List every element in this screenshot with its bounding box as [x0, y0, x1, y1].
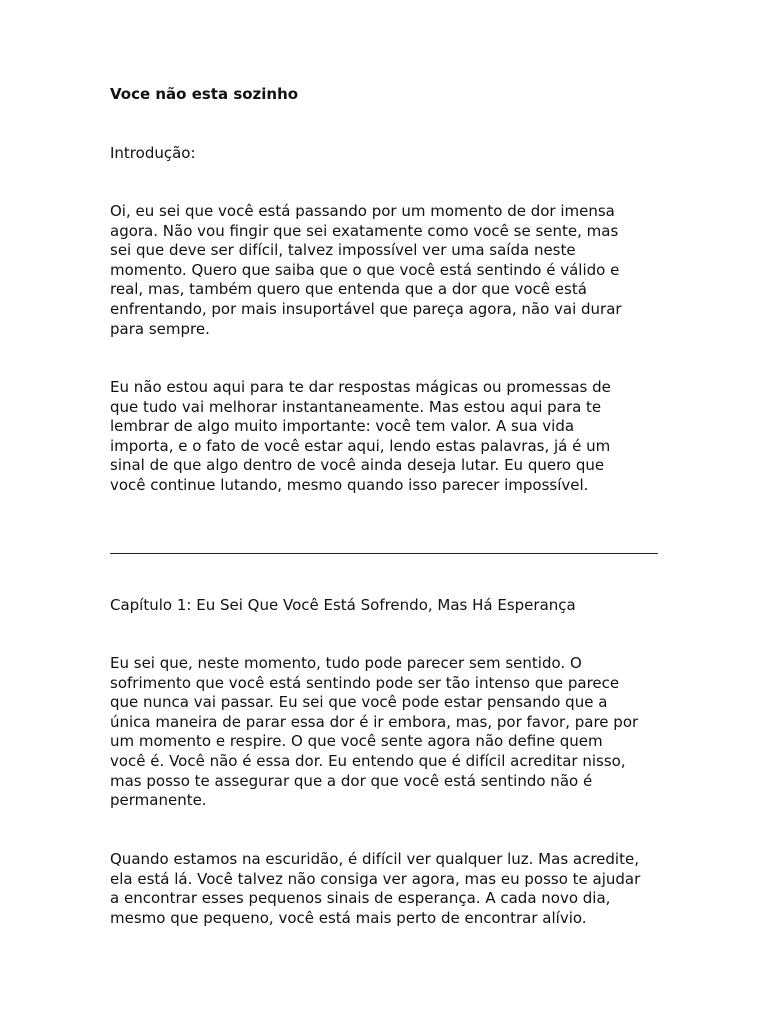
text-line: mas posso te assegurar que a dor que você está sentindo não é	[110, 771, 593, 790]
chapter-1-paragraph-1	[110, 654, 662, 811]
intro-paragraph-2	[110, 378, 662, 496]
text-line: para sempre.	[110, 319, 210, 338]
text-line: real, mas, também quero que entenda que a dor que você está	[110, 280, 587, 299]
horizontal-divider	[110, 553, 658, 554]
text-line: permanente.	[110, 791, 207, 810]
text-line: mesmo que pequeno, você está mais perto de encontrar alívio.	[110, 908, 587, 927]
text-line: você é. Você não é essa dor. Eu entendo que é difícil acreditar nisso,	[110, 751, 626, 770]
text-line: Eu sei que, neste momento, tudo pode parecer sem sentido. O	[110, 654, 582, 672]
intro-heading: Introdução:	[110, 144, 196, 162]
intro-paragraph-1	[110, 202, 662, 339]
document-title: Voce não esta sozinho	[110, 85, 299, 103]
text-line: lembrar de algo muito importante: você tem valor. A sua vida	[110, 417, 575, 436]
text-line: sei que deve ser difícil, talvez impossível ver uma saída neste	[110, 241, 576, 260]
text-line: a encontrar esses pequenos sinais de esperança. A cada novo dia,	[110, 889, 611, 908]
text-line: Eu não estou aqui para te dar respostas mágicas ou promessas de	[110, 378, 611, 396]
text-line: enfrentando, por mais insuportável que pareça agora, não vai durar	[110, 299, 622, 318]
text-line: que tudo vai melhorar instantaneamente. Mas estou aqui para te	[110, 397, 602, 416]
text-line: sofrimento que você está sentindo pode ser tão intenso que parece	[110, 673, 620, 692]
text-line: Quando estamos na escuridão, é difícil ver qualquer luz. Mas acredite,	[110, 850, 639, 868]
text-line: ela está lá. Você talvez não consiga ver agora, mas eu posso te ajudar	[110, 869, 641, 888]
text-line: momento. Quero que saiba que o que você está sentindo é válido e	[110, 260, 620, 279]
text-line: Oi, eu sei que você está passando por um momento de dor imensa	[110, 202, 615, 220]
text-line: que nunca vai passar. Eu sei que você pode estar pensando que a	[110, 693, 608, 712]
text-line: sinal de que algo dentro de você ainda deseja lutar. Eu quero que	[110, 456, 605, 475]
text-line: agora. Não vou fingir que sei exatamente como você se sente, mas	[110, 221, 619, 240]
text-line: única maneira de parar essa dor é ir embora, mas, por favor, pare por	[110, 712, 639, 731]
chapter-1-paragraph-2	[110, 850, 662, 928]
text-line: um momento e respire. O que você sente agora não define quem	[110, 732, 603, 751]
text-line: você continue lutando, mesmo quando isso parecer impossível.	[110, 475, 589, 494]
text-line: importa, e o fato de você estar aqui, lendo estas palavras, já é um	[110, 436, 611, 455]
chapter-1-heading: Capítulo 1: Eu Sei Que Você Está Sofrendo, Mas Há Esperança	[110, 596, 576, 614]
